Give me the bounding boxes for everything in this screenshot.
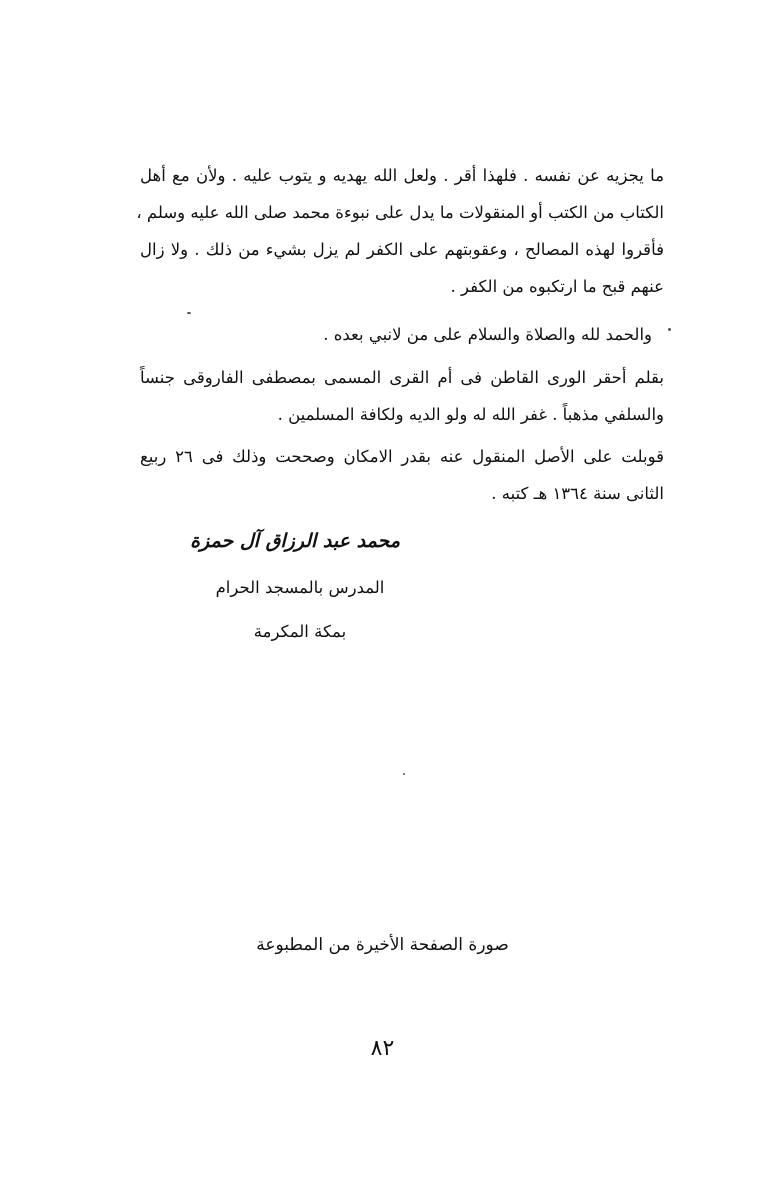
page-number: ٨٢ <box>370 1036 395 1061</box>
signature-name: محمد عبد الرزاق آل حمزة <box>190 530 400 552</box>
text-line: عنهم قبح ما ارتكبوه من الكفر . <box>450 277 664 296</box>
scan-speck <box>187 312 191 314</box>
signature-title: المدرس بالمسجد الحرام <box>215 578 385 597</box>
signature-place: بمكة المكرمة <box>253 622 347 641</box>
text-line: والحمد لله والصلاة والسلام على من لانبي بعده . <box>323 325 652 344</box>
text-line: ما يجزيه عن نفسه . فلهذا أقر . ولعل الله يهديه و يتوب عليه . ولأن مع أهل <box>140 166 664 185</box>
page-caption: صورة الصفحة الأخيرة من المطبوعة <box>256 935 509 955</box>
text-line: الثانى سنة ١٣٦٤ هـ كتبه . <box>491 484 664 503</box>
paragraph-3 <box>140 359 664 433</box>
text-line: قوبلت على الأصل المنقول عنه بقدر الامكان وصححت وذلك فى ٢٦ ربيع <box>140 447 664 466</box>
text-line: بقلم أحقر الورى القاطن فى أم القرى المسمى بمصطفى الفاروقى جنساً <box>140 368 664 387</box>
text-line: والسلفي مذهباً . غفر الله له ولو الديه ولكافة المسلمين . <box>277 405 664 424</box>
scan-speck <box>668 328 671 331</box>
paragraph-4 <box>140 438 664 512</box>
paragraph-2 <box>140 316 664 353</box>
paragraph-1 <box>136 157 664 305</box>
text-line: الكتاب من الكتب أو المنقولات ما يدل على نبوءة محمد صلى الله عليه وسلم ، <box>136 203 664 222</box>
scan-speck <box>403 773 405 775</box>
text-line: فأقروا لهذه المصالح ، وعقوبتهم على الكفر لم يزل بشيء من ذلك . ولا زال <box>140 240 664 259</box>
